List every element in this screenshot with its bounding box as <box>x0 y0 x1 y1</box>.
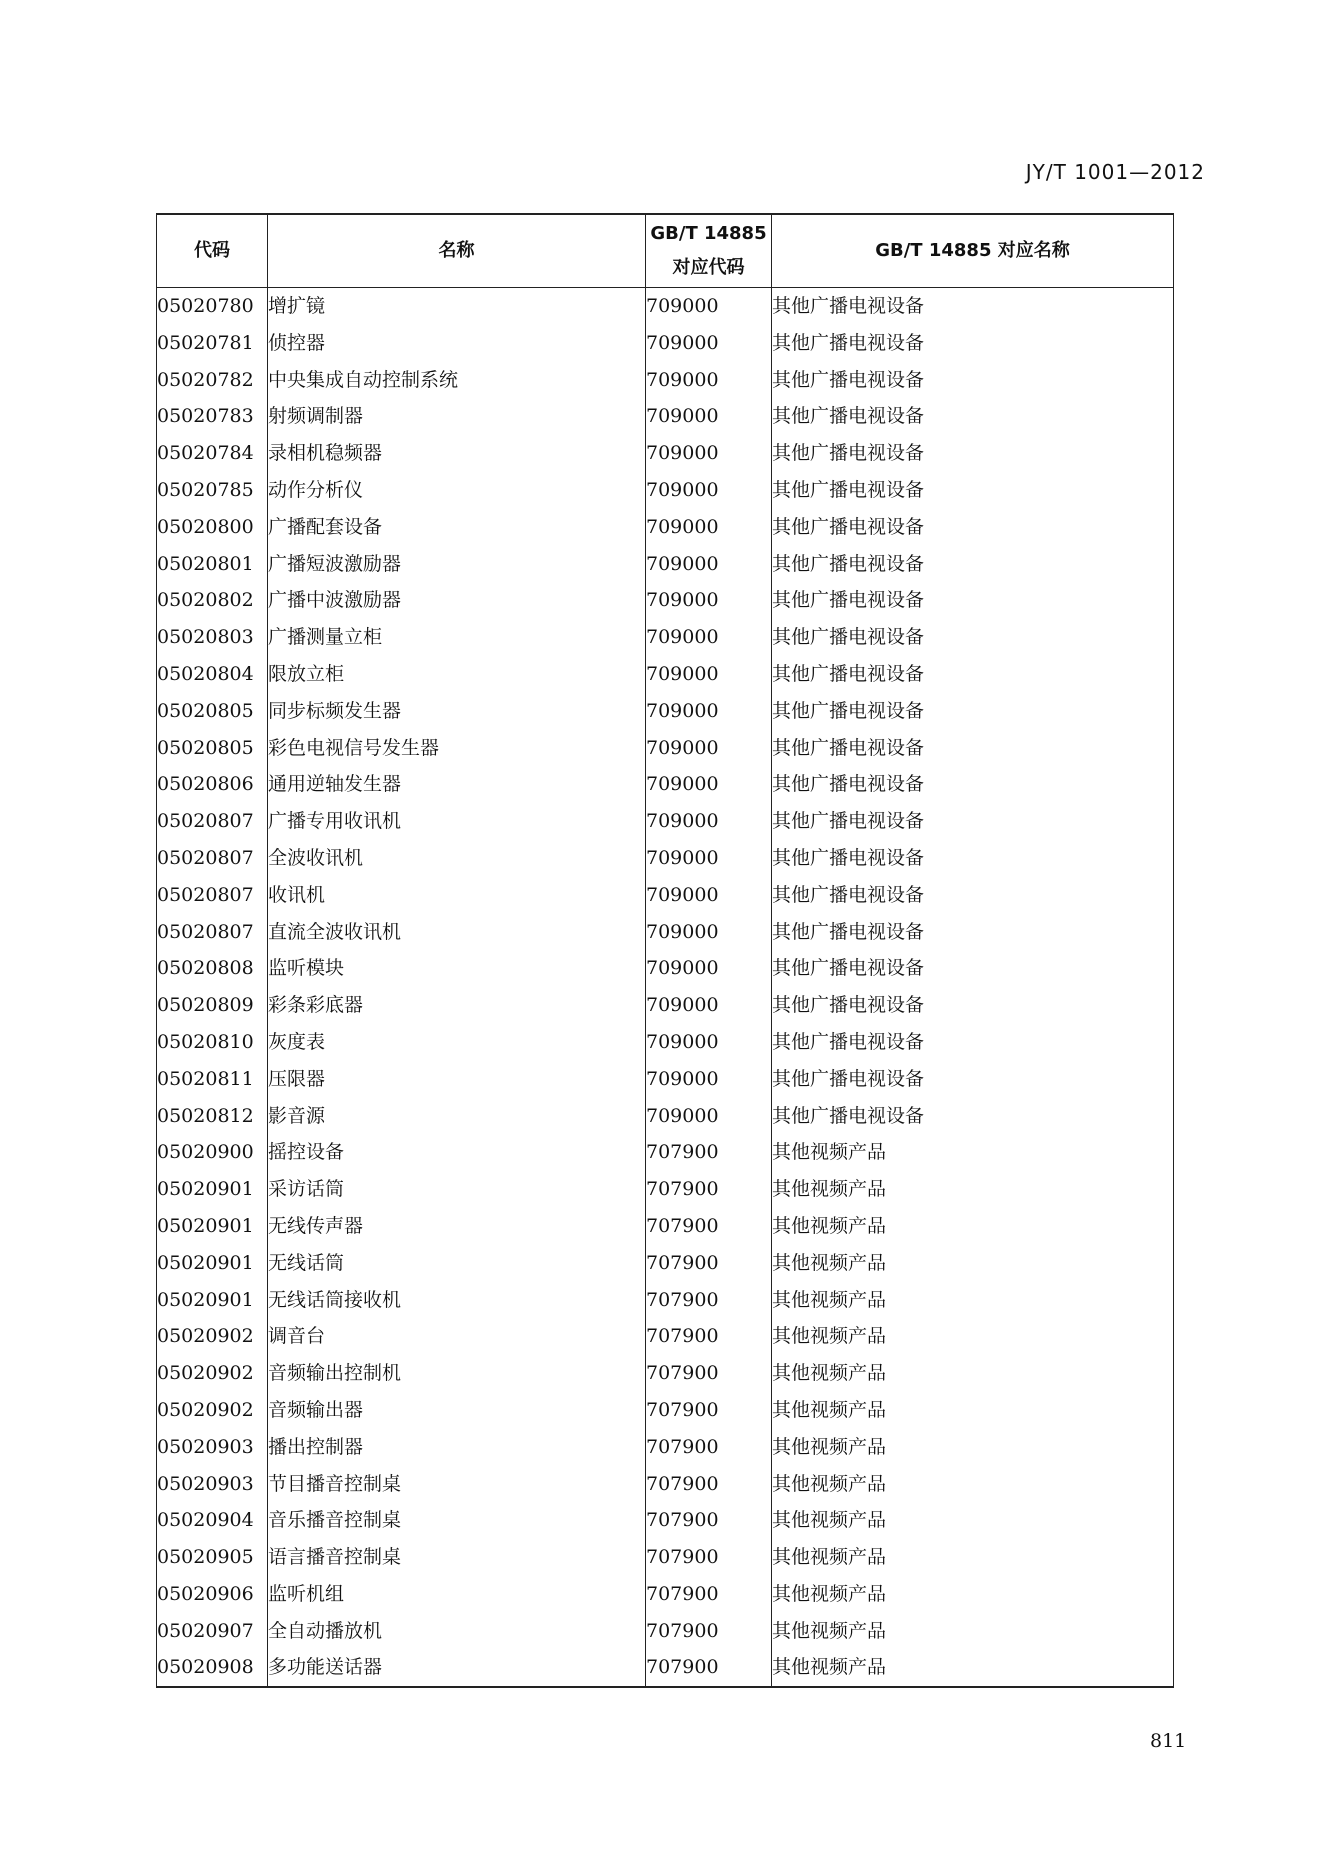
column-header-gb-code-line1: GB/T 14885 <box>650 223 767 244</box>
cell-gb-code: 707900 <box>646 1355 772 1392</box>
cell-gb-name: 其他广播电视设备 <box>772 398 1174 435</box>
cell-code: 05020807 <box>157 877 268 914</box>
cell-code: 05020784 <box>157 435 268 472</box>
cell-code: 05020804 <box>157 656 268 693</box>
cell-code: 05020901 <box>157 1208 268 1245</box>
column-header-code: 代码 <box>157 214 268 288</box>
table-row <box>157 914 1174 951</box>
cell-gb-name: 其他广播电视设备 <box>772 1024 1174 1061</box>
cell-code: 05020803 <box>157 619 268 656</box>
cell-name: 无线话筒接收机 <box>268 1282 646 1319</box>
cell-gb-code: 707900 <box>646 1171 772 1208</box>
cell-name: 录相机稳频器 <box>268 435 646 472</box>
column-header-name: 名称 <box>268 214 646 288</box>
cell-gb-code: 709000 <box>646 987 772 1024</box>
table-row <box>157 1024 1174 1061</box>
cell-code: 05020807 <box>157 840 268 877</box>
cell-gb-code: 707900 <box>646 1392 772 1429</box>
cell-gb-name: 其他广播电视设备 <box>772 288 1174 325</box>
table-row <box>157 1355 1174 1392</box>
cell-gb-name: 其他广播电视设备 <box>772 950 1174 987</box>
cell-gb-code: 709000 <box>646 582 772 619</box>
cell-gb-code: 707900 <box>646 1466 772 1503</box>
cell-code: 05020811 <box>157 1061 268 1098</box>
page-number: 811 <box>1150 1730 1187 1752</box>
table-row <box>157 1466 1174 1503</box>
cell-code: 05020902 <box>157 1392 268 1429</box>
cell-name: 彩色电视信号发生器 <box>268 730 646 767</box>
cell-gb-code: 709000 <box>646 766 772 803</box>
table-row <box>157 950 1174 987</box>
cell-gb-code: 707900 <box>646 1502 772 1539</box>
cell-gb-code: 707900 <box>646 1649 772 1687</box>
cell-gb-code: 709000 <box>646 950 772 987</box>
cell-gb-code: 709000 <box>646 288 772 325</box>
table-row <box>157 1134 1174 1171</box>
cell-code: 05020801 <box>157 546 268 583</box>
table-row <box>157 1098 1174 1135</box>
cell-gb-name: 其他视频产品 <box>772 1392 1174 1429</box>
cell-gb-name: 其他视频产品 <box>772 1613 1174 1650</box>
table-row <box>157 362 1174 399</box>
table-row <box>157 730 1174 767</box>
cell-code: 05020808 <box>157 950 268 987</box>
cell-gb-code: 709000 <box>646 656 772 693</box>
cell-gb-code: 709000 <box>646 1098 772 1135</box>
table-row <box>157 877 1174 914</box>
cell-name: 同步标频发生器 <box>268 693 646 730</box>
table-row <box>157 546 1174 583</box>
cell-gb-code: 707900 <box>646 1429 772 1466</box>
cell-code: 05020785 <box>157 472 268 509</box>
cell-name: 监听模块 <box>268 950 646 987</box>
cell-gb-code: 709000 <box>646 730 772 767</box>
cell-gb-name: 其他广播电视设备 <box>772 509 1174 546</box>
cell-code: 05020802 <box>157 582 268 619</box>
cell-gb-name: 其他视频产品 <box>772 1429 1174 1466</box>
cell-gb-code: 709000 <box>646 840 772 877</box>
cell-name: 广播专用收讯机 <box>268 803 646 840</box>
cell-name: 音频输出控制机 <box>268 1355 646 1392</box>
cell-gb-code: 707900 <box>646 1613 772 1650</box>
cell-name: 广播测量立柜 <box>268 619 646 656</box>
cell-gb-code: 707900 <box>646 1208 772 1245</box>
cell-gb-name: 其他视频产品 <box>772 1502 1174 1539</box>
cell-name: 摇控设备 <box>268 1134 646 1171</box>
cell-gb-code: 709000 <box>646 914 772 951</box>
cell-code: 05020902 <box>157 1318 268 1355</box>
cell-gb-code: 709000 <box>646 509 772 546</box>
column-header-gb-name: GB/T 14885 对应名称 <box>772 214 1174 288</box>
cell-name: 压限器 <box>268 1061 646 1098</box>
cell-gb-code: 709000 <box>646 803 772 840</box>
cell-gb-name: 其他视频产品 <box>772 1576 1174 1613</box>
cell-gb-name: 其他广播电视设备 <box>772 877 1174 914</box>
cell-gb-name: 其他广播电视设备 <box>772 914 1174 951</box>
cell-gb-name: 其他视频产品 <box>772 1318 1174 1355</box>
column-header-gb-code-line2: 对应代码 <box>672 257 745 278</box>
cell-name: 音频输出器 <box>268 1392 646 1429</box>
cell-gb-name: 其他广播电视设备 <box>772 730 1174 767</box>
table-row <box>157 398 1174 435</box>
table-row <box>157 288 1174 325</box>
cell-name: 广播中波激励器 <box>268 582 646 619</box>
cell-code: 05020812 <box>157 1098 268 1135</box>
cell-name: 节目播音控制桌 <box>268 1466 646 1503</box>
table-row <box>157 509 1174 546</box>
cell-gb-name: 其他广播电视设备 <box>772 472 1174 509</box>
table-row <box>157 325 1174 362</box>
cell-code: 05020904 <box>157 1502 268 1539</box>
cell-name: 侦控器 <box>268 325 646 362</box>
cell-name: 全波收讯机 <box>268 840 646 877</box>
cell-code: 05020901 <box>157 1171 268 1208</box>
table-row <box>157 766 1174 803</box>
cell-name: 音乐播音控制桌 <box>268 1502 646 1539</box>
cell-gb-code: 707900 <box>646 1318 772 1355</box>
cell-name: 通用逆轴发生器 <box>268 766 646 803</box>
table-header-row <box>157 214 1174 288</box>
cell-code: 05020780 <box>157 288 268 325</box>
table-row <box>157 1245 1174 1282</box>
table-row <box>157 1502 1174 1539</box>
cell-code: 05020781 <box>157 325 268 362</box>
cell-code: 05020900 <box>157 1134 268 1171</box>
cell-gb-name: 其他广播电视设备 <box>772 987 1174 1024</box>
table-row <box>157 1208 1174 1245</box>
cell-gb-name: 其他视频产品 <box>772 1208 1174 1245</box>
cell-code: 05020908 <box>157 1649 268 1687</box>
cell-gb-code: 707900 <box>646 1134 772 1171</box>
cell-code: 05020809 <box>157 987 268 1024</box>
table-row <box>157 619 1174 656</box>
table-row <box>157 693 1174 730</box>
cell-gb-code: 709000 <box>646 619 772 656</box>
cell-gb-code: 709000 <box>646 398 772 435</box>
cell-gb-code: 707900 <box>646 1576 772 1613</box>
cell-code: 05020782 <box>157 362 268 399</box>
cell-name: 广播配套设备 <box>268 509 646 546</box>
cell-gb-name: 其他视频产品 <box>772 1466 1174 1503</box>
cell-gb-name: 其他广播电视设备 <box>772 840 1174 877</box>
cell-name: 无线话筒 <box>268 1245 646 1282</box>
cell-gb-code: 707900 <box>646 1282 772 1319</box>
cell-code: 05020783 <box>157 398 268 435</box>
cell-gb-code: 709000 <box>646 435 772 472</box>
standard-code: JY/T 1001—2012 <box>1025 160 1205 184</box>
table-row <box>157 1392 1174 1429</box>
cell-name: 播出控制器 <box>268 1429 646 1466</box>
table-row <box>157 987 1174 1024</box>
cell-gb-name: 其他广播电视设备 <box>772 766 1174 803</box>
cell-gb-name: 其他广播电视设备 <box>772 1098 1174 1135</box>
table-row <box>157 1318 1174 1355</box>
cell-gb-name: 其他视频产品 <box>772 1134 1174 1171</box>
table-body <box>157 288 1174 1688</box>
cell-code: 05020902 <box>157 1355 268 1392</box>
table-row <box>157 656 1174 693</box>
cell-gb-code: 709000 <box>646 362 772 399</box>
cell-gb-name: 其他广播电视设备 <box>772 362 1174 399</box>
cell-gb-name: 其他广播电视设备 <box>772 582 1174 619</box>
cell-gb-name: 其他视频产品 <box>772 1171 1174 1208</box>
code-table <box>156 213 1174 1688</box>
table-row <box>157 803 1174 840</box>
cell-name: 全自动播放机 <box>268 1613 646 1650</box>
cell-name: 多功能送话器 <box>268 1649 646 1687</box>
cell-gb-code: 709000 <box>646 877 772 914</box>
cell-code: 05020810 <box>157 1024 268 1061</box>
cell-code: 05020903 <box>157 1466 268 1503</box>
cell-code: 05020805 <box>157 693 268 730</box>
cell-gb-code: 707900 <box>646 1245 772 1282</box>
cell-gb-name: 其他广播电视设备 <box>772 656 1174 693</box>
cell-gb-name: 其他视频产品 <box>772 1649 1174 1687</box>
cell-code: 05020800 <box>157 509 268 546</box>
cell-gb-code: 709000 <box>646 472 772 509</box>
cell-name: 灰度表 <box>268 1024 646 1061</box>
cell-gb-name: 其他广播电视设备 <box>772 435 1174 472</box>
cell-code: 05020906 <box>157 1576 268 1613</box>
cell-name: 直流全波收讯机 <box>268 914 646 951</box>
table-row <box>157 840 1174 877</box>
cell-code: 05020807 <box>157 914 268 951</box>
cell-gb-name: 其他视频产品 <box>772 1282 1174 1319</box>
table-row <box>157 1649 1174 1687</box>
cell-name: 调音台 <box>268 1318 646 1355</box>
cell-gb-code: 707900 <box>646 1539 772 1576</box>
cell-gb-name: 其他广播电视设备 <box>772 325 1174 362</box>
cell-gb-code: 709000 <box>646 693 772 730</box>
cell-code: 05020901 <box>157 1282 268 1319</box>
cell-code: 05020807 <box>157 803 268 840</box>
cell-gb-name: 其他视频产品 <box>772 1245 1174 1282</box>
table-row <box>157 1429 1174 1466</box>
cell-code: 05020806 <box>157 766 268 803</box>
table-row <box>157 435 1174 472</box>
cell-gb-code: 709000 <box>646 325 772 362</box>
table-row <box>157 1061 1174 1098</box>
cell-name: 无线传声器 <box>268 1208 646 1245</box>
cell-name: 彩条彩底器 <box>268 987 646 1024</box>
cell-name: 限放立柜 <box>268 656 646 693</box>
cell-code: 05020903 <box>157 1429 268 1466</box>
table-row <box>157 472 1174 509</box>
cell-name: 动作分析仪 <box>268 472 646 509</box>
cell-code: 05020805 <box>157 730 268 767</box>
cell-gb-name: 其他广播电视设备 <box>772 803 1174 840</box>
cell-gb-name: 其他视频产品 <box>772 1539 1174 1576</box>
cell-name: 射频调制器 <box>268 398 646 435</box>
cell-name: 增扩镜 <box>268 288 646 325</box>
table-row <box>157 1613 1174 1650</box>
cell-name: 广播短波激励器 <box>268 546 646 583</box>
cell-gb-code: 709000 <box>646 1024 772 1061</box>
cell-gb-name: 其他视频产品 <box>772 1355 1174 1392</box>
cell-name: 影音源 <box>268 1098 646 1135</box>
cell-gb-code: 709000 <box>646 546 772 583</box>
cell-name: 监听机组 <box>268 1576 646 1613</box>
cell-name: 中央集成自动控制系统 <box>268 362 646 399</box>
cell-name: 收讯机 <box>268 877 646 914</box>
cell-name: 语言播音控制桌 <box>268 1539 646 1576</box>
table-row <box>157 582 1174 619</box>
table-row <box>157 1576 1174 1613</box>
table-row <box>157 1171 1174 1208</box>
cell-gb-code: 709000 <box>646 1061 772 1098</box>
cell-code: 05020905 <box>157 1539 268 1576</box>
table-row <box>157 1539 1174 1576</box>
cell-code: 05020907 <box>157 1613 268 1650</box>
cell-gb-name: 其他广播电视设备 <box>772 1061 1174 1098</box>
table-row <box>157 1282 1174 1319</box>
column-header-gb-code <box>646 214 772 288</box>
cell-code: 05020901 <box>157 1245 268 1282</box>
cell-name: 采访话筒 <box>268 1171 646 1208</box>
cell-gb-name: 其他广播电视设备 <box>772 546 1174 583</box>
cell-gb-name: 其他广播电视设备 <box>772 693 1174 730</box>
cell-gb-name: 其他广播电视设备 <box>772 619 1174 656</box>
